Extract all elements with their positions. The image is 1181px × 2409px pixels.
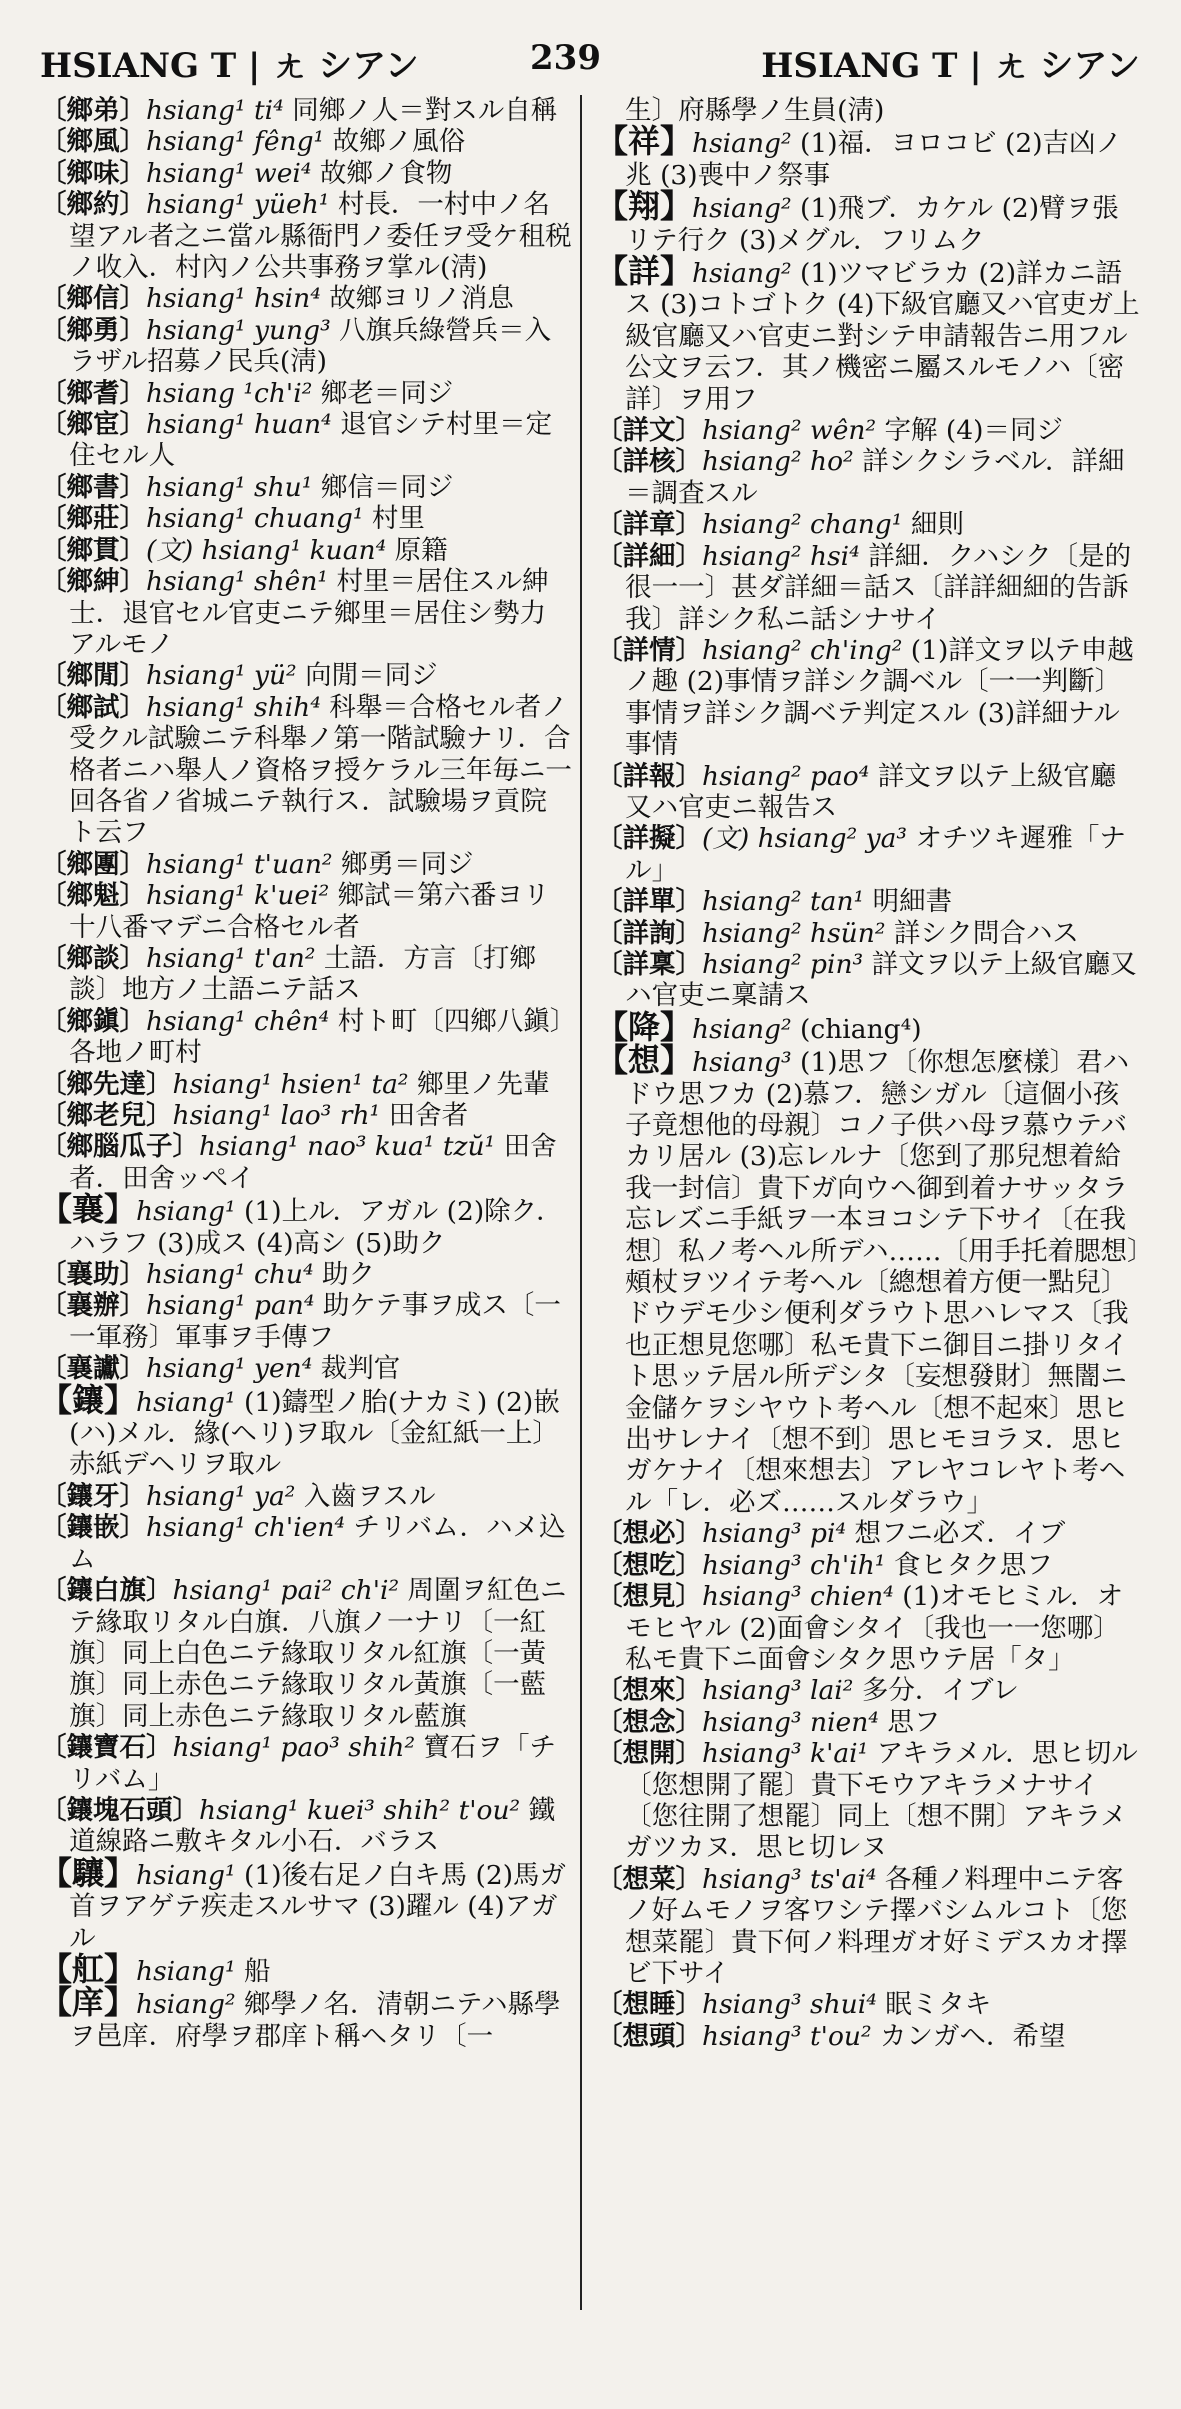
- entry-romanization: hsiang¹ hsien¹ ta²: [172, 1068, 409, 1100]
- entry-headword: 〔想菜〕: [596, 1863, 702, 1895]
- entry-romanization: hsiang² hsün²: [702, 917, 886, 949]
- entry-romanization: hsiang² chang¹: [702, 509, 903, 541]
- entry-romanization: hsiang¹ k'uei²: [146, 880, 330, 912]
- entry-romanization: hsiang² tan¹: [702, 886, 865, 918]
- entry-romanization: hsiang¹ t'uan²: [146, 848, 333, 880]
- entry-headword: 〔想念〕: [596, 1706, 702, 1738]
- entry-definition: 故鄉ノ食物: [311, 157, 453, 189]
- dictionary-entry: [596, 509, 1142, 540]
- entry-romanization: hsiang¹ pan⁴: [146, 1290, 315, 1322]
- entry-definition: 各種ノ料理中ニテ客ノ好ムモノヲ客ワシテ擇バシムルコト〔您想菜罷〕貴下何ノ料理ガオ好ミデスカオ擇ビ下サイ: [625, 1863, 1128, 1989]
- entry-definition: 多分．イブレ: [853, 1675, 1019, 1707]
- entry-definition: 眠ミタキ: [876, 1989, 992, 2021]
- entry-definition: 字解 (4)＝同ジ: [876, 415, 1063, 447]
- entry-definition: 助ク: [313, 1259, 376, 1291]
- entry-romanization: hsiang¹ ch'ien⁴: [146, 1512, 346, 1544]
- dictionary-entry: [40, 660, 572, 691]
- dictionary-entry: [40, 503, 572, 534]
- entry-definition: 鄉信＝同ジ: [312, 471, 454, 503]
- entry-definition: アキラメル．思ヒ切ル〔您想開了罷〕貴下モウアキラメナサイ〔您往開了想罷〕同上〔想不開〕アキラメガツカヌ．思ヒ切レヌ: [625, 1738, 1138, 1864]
- entry-romanization: hsiang¹: [136, 1196, 236, 1228]
- entry-headword: 〔鄉莊〕: [40, 503, 146, 535]
- left-column: [40, 95, 582, 2310]
- entry-headword: 〔想見〕: [596, 1581, 702, 1613]
- dictionary-entry: [40, 472, 572, 503]
- entry-headword: 〔鄉團〕: [40, 848, 146, 880]
- entry-romanization: hsiang¹ chuang¹: [146, 503, 364, 535]
- entry-definition: オチツキ遲雅「ナル」: [625, 823, 1126, 886]
- entry-headword: 〔襄讞〕: [40, 1353, 146, 1385]
- entry-definition: 村ト町〔四鄉八鎭〕各地ノ町村: [69, 1005, 563, 1069]
- entry-headword: 〔襄助〕: [40, 1259, 146, 1291]
- entry-romanization: hsiang³ ts'ai⁴: [702, 1863, 877, 1895]
- entry-romanization: hsiang¹ ya²: [146, 1480, 296, 1512]
- entry-romanization: hsiang³: [692, 1047, 792, 1079]
- entry-headword: 【翔】: [596, 187, 693, 226]
- dictionary-entry: [40, 566, 572, 660]
- dictionary-entry: [596, 1707, 1142, 1738]
- entry-headword: 〔鑲寶石〕: [40, 1732, 173, 1764]
- entry-romanization: hsiang¹ nao³ kua¹ tzŭ¹: [199, 1131, 496, 1163]
- dictionary-entry: [596, 2021, 1142, 2052]
- dictionary-entry: [40, 158, 572, 189]
- entry-headword: 〔鄉閒〕: [40, 660, 146, 692]
- dictionary-entry: [596, 1550, 1142, 1581]
- entry-definition: 周圍ヲ紅色ニテ緣取リタル白旗．八旗ノ一ナリ〔一紅旗〕同上白色ニテ緣取リタル紅旗〔一黃旗〕同上赤色ニテ緣取リタル黃旗〔一藍旗〕同上赤色ニテ緣取リタル藍旗: [69, 1575, 567, 1732]
- entry-headword: 〔鄉試〕: [40, 691, 146, 723]
- entry-headword: 〔鄉味〕: [40, 157, 146, 189]
- header-left-title: HSIANG T | ㄤ シアン: [40, 46, 419, 86]
- entry-definition: 故鄉ヨリノ消息: [320, 283, 514, 315]
- entry-romanization: hsiang² pin³: [702, 948, 864, 980]
- entry-headword: 〔鄉紳〕: [40, 566, 146, 598]
- entry-definition: (1)福．ヨロコビ (2)吉凶ノ兆 (3)喪中ノ祭事: [625, 128, 1123, 191]
- entry-headword: 〔鄉談〕: [40, 942, 146, 974]
- entry-headword: 〔想睡〕: [596, 1989, 702, 2021]
- dictionary-entry: [596, 252, 1142, 415]
- entry-definition: 土語．方言〔打鄉談〕地方ノ土語ニテ話ス: [69, 942, 536, 1006]
- dictionary-entry: [40, 1575, 572, 1732]
- entry-romanization: hsiang¹ kuei³ shih² t'ou²: [199, 1794, 521, 1826]
- entry-definition: 細則: [902, 509, 964, 541]
- entry-romanization: hsiang³ shui⁴: [702, 1989, 877, 2021]
- entry-headword: 【驤】: [40, 1853, 137, 1892]
- entry-definition: 田舍者: [380, 1100, 469, 1131]
- entry-definition: (chiang⁴): [791, 1013, 922, 1045]
- dictionary-entry: [40, 1006, 572, 1069]
- dictionary-entry: [596, 122, 1142, 191]
- entry-headword: 〔鑲嵌〕: [40, 1512, 146, 1544]
- entry-definition: 退官シテ村里＝定住セル人: [69, 409, 553, 472]
- entry-definition: 故鄉ノ風俗: [324, 126, 466, 158]
- dictionary-entry: [40, 1512, 572, 1575]
- entry-definition: 鄉老＝同ジ: [312, 377, 454, 409]
- entry-definition: 科舉＝合格セル者ノ受クル試驗ニテ科舉ノ第一階試驗ナリ．合格者ニハ舉人ノ資格ヲ授ケラル三年毎ニ一回各省ノ省城ニテ執行ス．試驗場ヲ貢院ト云フ: [69, 691, 572, 849]
- entry-headword: 〔詳核〕: [596, 446, 702, 478]
- entry-romanization: hsiang¹ yung³: [146, 314, 331, 346]
- page-number: 239: [530, 38, 601, 78]
- entry-definition: (1)上ル．アガル (2)除ク．ハラフ (3)成ス (4)高シ (5)助ク: [69, 1196, 563, 1259]
- entry-romanization: hsiang³ pi⁴: [702, 1518, 847, 1550]
- entry-definition: (1)飛ブ．カケル (2)臂ヲ張リテ行ク (3)メグル．フリムク: [625, 193, 1119, 256]
- dictionary-entry: [40, 126, 572, 157]
- entry-romanization: hsiang¹ shu¹: [146, 471, 313, 503]
- entry-romanization: hsiang³ nien⁴: [702, 1706, 879, 1738]
- entry-romanization: hsiang³ lai²: [702, 1675, 854, 1707]
- entry-headword: 【想】: [596, 1041, 693, 1080]
- dictionary-entry: [596, 1581, 1142, 1675]
- entry-headword: 【舡】: [40, 1949, 137, 1988]
- entry-definition: 想フニ必ズ．イブ: [846, 1518, 1066, 1550]
- entry-definition: 思フ: [878, 1706, 941, 1738]
- dictionary-entry: [40, 1069, 572, 1100]
- dictionary-entry: [596, 1007, 1142, 1046]
- dictionary-entry: [40, 1732, 572, 1795]
- entry-headword: 〔鄉魁〕: [40, 880, 146, 912]
- dictionary-entry: [40, 1290, 572, 1353]
- entry-headword: 〔鄉老兒〕: [40, 1100, 173, 1131]
- dictionary-entry: [40, 315, 572, 378]
- dictionary-entry: [40, 283, 572, 314]
- entry-romanization: hsiang³ k'ai¹: [702, 1738, 869, 1770]
- entry-headword: 〔鄉腦瓜子〕: [40, 1131, 199, 1163]
- entry-romanization: hsiang³ ch'ih¹: [702, 1549, 886, 1581]
- dictionary-entry: [596, 1738, 1142, 1864]
- entry-romanization: hsiang² ch'ing²: [702, 634, 903, 666]
- dictionary-entry: [596, 415, 1142, 446]
- dictionary-entry: [40, 1949, 572, 1988]
- entry-definition: 船: [235, 1955, 271, 1987]
- dictionary-entry: [40, 378, 572, 409]
- entry-romanization: hsiang¹ wei⁴: [146, 157, 312, 189]
- entry-definition: 同鄉ノ人＝對スル自稱: [283, 95, 558, 126]
- entry-definition: 村里＝居住スル紳士．退官セル官吏ニテ鄉里＝居住シ勢力アルモノ: [69, 566, 549, 660]
- dictionary-entry: [40, 95, 572, 126]
- entry-headword: 〔詳情〕: [596, 634, 702, 666]
- entry-definition: チリバム．ハメ込ム: [69, 1512, 566, 1575]
- entry-headword: 〔想開〕: [596, 1738, 702, 1770]
- entry-headword: 〔鑲白旗〕: [40, 1575, 173, 1607]
- dictionary-entry: [596, 1864, 1142, 1990]
- entry-definition: 八旗兵綠營兵＝入ラザル招募ノ民兵(淸): [69, 314, 552, 378]
- entry-headword: 〔詳報〕: [596, 760, 702, 792]
- entry-romanization: hsiang¹ t'an²: [146, 942, 316, 974]
- entry-headword: 〔想必〕: [596, 1518, 702, 1550]
- dictionary-entry: [40, 1131, 572, 1194]
- entry-romanization: hsiang¹ chên⁴: [146, 1005, 330, 1037]
- entry-definition: 助ケテ事ヲ成ス〔一一軍務〕軍事ヲ手傳フ: [69, 1290, 561, 1353]
- entry-headword: 〔想頭〕: [596, 2020, 702, 2052]
- entry-romanization: hsiang² pao⁴: [702, 760, 870, 792]
- entry-definition: 鄉里ノ先輩: [408, 1068, 550, 1100]
- header-right-title: HSIANG T | ㄤ シアン: [761, 46, 1140, 86]
- entry-romanization: hsiang ¹ch'i²: [146, 377, 313, 409]
- entry-headword: 〔詳詢〕: [596, 917, 702, 949]
- entry-romanization: hsiang¹ lao³ rh¹: [172, 1100, 381, 1131]
- entry-headword: 〔襄辦〕: [40, 1290, 146, 1322]
- entry-definition: 村長．一村中ノ名望アル者之ニ當ル縣衙門ノ委任ヲ受ケ租税ノ收入．村內ノ公共事務ヲ掌ル(淸): [69, 189, 572, 284]
- entry-romanization: hsiang¹ huan⁴: [146, 409, 332, 441]
- entry-headword: 〔詳稟〕: [596, 948, 702, 980]
- entry-romanization: hsiang¹ pao³ shih²: [172, 1732, 416, 1764]
- entry-definition: 鄉試＝第六番ヨリ十八番マデニ合格セル者: [69, 880, 550, 943]
- entry-headword: 〔鄉勇〕: [40, 314, 146, 346]
- entry-definition: (1)鑄型ノ胎(ナカミ) (2)嵌(ハ)メル．緣(ヘリ)ヲ取ル〔金紅紙一上〕赤紙デヘリヲ取ル: [69, 1386, 560, 1481]
- dictionary-entry: [40, 943, 572, 1006]
- dictionary-entry: [40, 1795, 572, 1858]
- entry-headword: 〔詳文〕: [596, 415, 702, 447]
- entry-definition: 詳細．クハシク〔是的很一一〕甚ダ詳細＝話ス〔詳詳細細的告訴我〕詳シク私ニ話シナサイ: [625, 540, 1132, 635]
- entry-romanization: hsiang¹: [136, 1386, 236, 1418]
- entry-headword: 〔詳單〕: [596, 886, 702, 918]
- entry-romanization: hsiang²: [692, 1013, 792, 1045]
- dictionary-entry: [596, 823, 1142, 886]
- entry-headword: 〔鄉鎭〕: [40, 1005, 146, 1037]
- entry-definition: カンガヘ．希望: [871, 2020, 1066, 2052]
- entry-headword: 【襄】: [40, 1190, 137, 1229]
- entry-definition: 鄉勇＝同ジ: [332, 848, 474, 880]
- entry-definition: 詳シク問合ハス: [885, 917, 1079, 949]
- entry-headword: 〔想吃〕: [596, 1549, 702, 1581]
- dictionary-entry: [596, 761, 1142, 824]
- entry-romanization: (文) hsiang² ya³: [702, 823, 908, 855]
- entry-headword: 【鑲】: [40, 1380, 137, 1419]
- entry-definition: 生〕府縣學ノ生員(淸): [625, 95, 885, 126]
- entry-romanization: hsiang¹ hsin⁴: [146, 283, 321, 315]
- entry-romanization: hsiang¹ chu⁴: [146, 1259, 314, 1291]
- entry-romanization: hsiang¹ shên¹: [146, 566, 329, 598]
- entry-romanization: hsiang² ho²: [702, 446, 854, 478]
- entry-definition: 入齒ヲスル: [295, 1480, 436, 1512]
- entry-headword: 〔鄉貫〕: [40, 534, 146, 566]
- entry-definition: 詳文ヲ以テ上級官廳又ハ官吏ニ稟請ス: [625, 948, 1137, 1012]
- entry-romanization: hsiang²: [692, 128, 792, 160]
- entry-definition: 明細書: [864, 886, 953, 918]
- dictionary-entry: [596, 1041, 1142, 1518]
- entry-romanization: hsiang³ t'ou²: [702, 2020, 872, 2052]
- entry-definition: 鄉學ノ名．清朝ニテハ縣學ヲ邑庠．府學ヲ郡庠ト稱ヘタリ〔一: [69, 1989, 561, 2052]
- entry-definition: 村里: [363, 503, 425, 535]
- entry-definition: 寶石ヲ「チリバム」: [69, 1732, 557, 1795]
- entry-definition: 向閒＝同ジ: [296, 660, 438, 692]
- entry-romanization: hsiang¹ shih⁴: [146, 691, 321, 723]
- entry-romanization: hsiang¹ fêng¹: [146, 126, 325, 158]
- entry-romanization: hsiang¹ yen⁴: [146, 1353, 313, 1385]
- entry-definition: 原籍: [386, 534, 448, 566]
- entry-romanization: hsiang³ chien⁴: [702, 1581, 894, 1613]
- dictionary-entry: [596, 918, 1142, 949]
- entry-definition: 詳文ヲ以テ上級官廳又ハ官吏ニ報告ス: [625, 760, 1117, 823]
- dictionary-entry: [40, 535, 572, 566]
- entry-definition: 詳シクシラベル．詳細＝調査スル: [625, 446, 1125, 509]
- dictionary-entry: [596, 1675, 1142, 1706]
- entry-definition: (1)オモヒミル．オモヒヤル (2)面會シタイ〔我也一一您哪〕私モ貴下ニ面會シタク思ウテ居「タ」: [625, 1581, 1124, 1675]
- dictionary-entry: [596, 635, 1142, 761]
- entry-romanization: hsiang¹ ti⁴: [146, 95, 284, 126]
- entry-headword: 〔鑲牙〕: [40, 1480, 146, 1512]
- dictionary-entry: [596, 187, 1142, 256]
- entry-headword: 〔鄉風〕: [40, 126, 146, 158]
- entry-romanization: hsiang¹: [136, 1859, 236, 1891]
- entry-headword: 〔鑲塊石頭〕: [40, 1794, 199, 1826]
- dictionary-entry: [40, 1853, 572, 1954]
- entry-headword: 〔鄉信〕: [40, 283, 146, 315]
- dictionary-entry: [596, 1518, 1142, 1549]
- entry-romanization: hsiang²: [136, 1989, 236, 2021]
- dictionary-entry: [40, 409, 572, 472]
- dictionary-entry: [40, 1259, 572, 1290]
- dictionary-entry: [40, 1190, 572, 1259]
- dictionary-entry: [40, 189, 572, 283]
- entry-romanization: hsiang² hsi⁴: [702, 540, 860, 572]
- entry-romanization: hsiang²: [692, 258, 792, 290]
- entry-headword: 〔想來〕: [596, 1675, 702, 1707]
- entry-headword: 【降】: [596, 1007, 693, 1046]
- entry-headword: 〔鄉書〕: [40, 471, 146, 503]
- entry-definition: (1)詳文ヲ以テ申越ノ趣 (2)事情ヲ詳シク調ベル〔一一判斷〕事情ヲ詳シク調ベテ判定スル (3)詳細ナル事情: [625, 634, 1134, 761]
- entry-definition: (1)ツマビラカ (2)詳カニ語ス (3)コトゴトク (4)下級官廳又ハ官吏ガ上級官廳又ハ官吏ニ對シテ申請報告ニ用フル公文ヲ云フ．其ノ機密ニ屬スルモノハ〔密詳〕ヲ用フ: [625, 258, 1140, 415]
- entry-definition: 食ヒタク思フ: [885, 1549, 1053, 1581]
- entry-headword: 【庠】: [40, 1983, 137, 2022]
- entry-headword: 〔鄉先達〕: [40, 1068, 173, 1100]
- entry-headword: 〔鄉弟〕: [40, 95, 146, 126]
- dictionary-entry: [40, 1100, 572, 1131]
- dictionary-entry: [596, 1989, 1142, 2020]
- entry-headword: 〔詳細〕: [596, 540, 702, 572]
- dictionary-entry: [40, 880, 572, 943]
- dictionary-entry: [40, 1380, 572, 1481]
- dictionary-entry: [596, 886, 1142, 917]
- entry-romanization: hsiang¹: [136, 1955, 236, 1987]
- entry-romanization: hsiang¹ yüeh¹: [146, 189, 330, 221]
- entry-romanization: hsiang¹ pai² ch'i²: [172, 1575, 400, 1607]
- page-header: [40, 38, 1140, 88]
- entry-romanization: hsiang² wên²: [702, 415, 877, 447]
- dictionary-entry: [596, 949, 1142, 1012]
- entry-headword: 〔鄉宦〕: [40, 409, 146, 441]
- entry-headword: 【祥】: [596, 122, 693, 161]
- right-column: [596, 95, 1142, 2052]
- entry-definition: 裁判官: [312, 1353, 401, 1385]
- entry-headword: 〔詳章〕: [596, 509, 702, 541]
- dictionary-entry: [40, 1983, 572, 2052]
- dictionary-entry: [40, 1481, 572, 1512]
- entry-headword: 〔鄉耆〕: [40, 377, 146, 409]
- dictionary-entry: [596, 446, 1142, 509]
- entry-romanization: hsiang²: [692, 193, 792, 225]
- dictionary-entry: [596, 541, 1142, 635]
- entry-definition: 鐵道線路ニ敷キタル小石．バラス: [69, 1794, 556, 1858]
- entry-romanization: hsiang¹ yü²: [146, 660, 297, 692]
- entry-definition: 田舍者．田舍ッペイ: [69, 1131, 557, 1194]
- entry-romanization: (文) hsiang¹ kuan⁴: [146, 534, 387, 566]
- entry-headword: 【詳】: [596, 252, 693, 291]
- entry-headword: 〔鄉約〕: [40, 189, 146, 221]
- dictionary-entry: [40, 692, 572, 849]
- entry-definition: (1)後右足ノ白キ馬 (2)馬ガ首ヲアゲテ疾走スルサマ (3)躍ル (4)アガル: [69, 1859, 567, 1954]
- entry-headword: 〔詳擬〕: [596, 823, 702, 855]
- dictionary-entry: [40, 849, 572, 880]
- entry-definition: (1)思フ〔你想怎麼樣〕君ハドウ思フカ (2)慕フ．戀シガル〔這個小孩子竟想他的母親〕コノ子供ハ母ヲ慕ウテバカリ居ル (3)忘レルナ〔您到了那兒想着給我一封信〕貴下ガ向ウヘ御到着ナサッタラ忘レズニ手紙ヲ一本ヨコシテ下サイ〔在我想〕私ノ考ヘル所デハ……〔用手托着腮想〕頰杖ヲツイテ考ヘル〔總想着方便一點兒〕ドウデモ少シ便利ダラウト思ハレマス〔我也正想見您哪〕私モ貴下ニ御目ニ掛リタイト思ッテ居ル所デシタ〔妄想發財〕無闇ニ金儲ケヲシヤウト考ヘル〔想不起來〕思ヒ出サレナイ〔想不到〕思ヒモヨラヌ．思ヒガケナイ〔想來想去〕アレヤコレヤト考ヘル「レ．必ズ……スルダラウ」: [625, 1047, 1141, 1518]
